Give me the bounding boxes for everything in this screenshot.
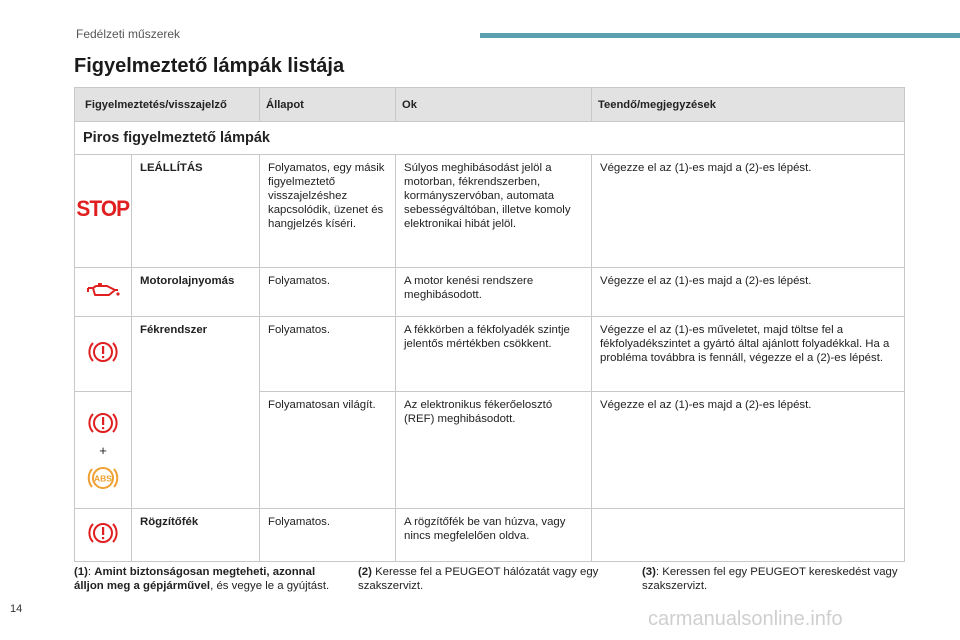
stop-icon: [75, 155, 132, 268]
row-action: [592, 509, 905, 562]
column-header: Állapot: [260, 88, 396, 122]
stop-text: STOP: [76, 196, 130, 221]
row-label: Rögzítőfék: [132, 509, 260, 562]
footnote-1-text: , és vegye le a gyújtást.: [210, 580, 330, 592]
brake-warning-icon: [88, 408, 118, 438]
header-accent-bar: [480, 33, 960, 38]
plus-sign: +: [99, 442, 107, 458]
abs-icon: [86, 463, 120, 493]
row-action: Végezze el az (1)-es majd a (2)-es lépést.: [592, 268, 905, 317]
column-header: Ok: [396, 88, 592, 122]
footnote-1-bold: Amint biztonságosan megteheti, azonnal álljon meg a gépjárművel: [74, 566, 316, 592]
footnote-1: (1): Amint biztonságosan megteheti, azonnal álljon meg a gépjárművel, és vegye le a gyújtást.: [74, 566, 330, 592]
footnote-2: [358, 565, 623, 593]
row-cause: Az elektronikus fékerőelosztó (REF) meghibásodott.: [396, 392, 592, 509]
row-label: LEÁLLÍTÁS: [132, 155, 260, 268]
page-number: 14: [10, 603, 23, 615]
row-label: Motorolajnyomás: [132, 268, 260, 317]
row-cause: A rögzítőfék be van húzva, vagy nincs megfelelően oldva.: [396, 509, 592, 562]
row-state: Folyamatosan világít.: [260, 392, 396, 509]
row-label: Fékrendszer: [132, 317, 260, 509]
footnote-3-number: (3): [642, 566, 656, 578]
watermark: carmanualsonline.info: [648, 608, 843, 630]
oil-pressure-icon: [85, 281, 121, 299]
section-label: Fedélzeti műszerek: [76, 27, 181, 41]
group-title: Piros figyelmeztető lámpák: [75, 122, 905, 155]
row-cause: Súlyos meghibásodást jelöl a motorban, fékrendszerben, kormányszervóban, automata sebességváltóban, illetve komoly elektronikai hibát jelöl.: [396, 155, 592, 268]
footnote-3-text: : Keressen fel egy PEUGEOT kereskedést vagy szakszervizt.: [642, 566, 898, 592]
group-row: [75, 122, 905, 155]
table-row: [75, 155, 905, 268]
column-header: Figyelmeztetés/visszajelző: [75, 88, 260, 122]
brake-warning-icon: [88, 337, 118, 367]
row-action: Végezze el az (1)-es majd a (2)-es lépést.: [592, 392, 905, 509]
abs-text: ABS: [94, 473, 112, 483]
row-action: Végezze el az (1)-es műveletet, majd töltse fel a fékfolyadékszintet a gyártó által ajánlott folyadékkal. Ha a probléma továbbra is fennáll, végezze el a (2)-es lépést.: [592, 317, 905, 392]
column-header: Teendő/megjegyzések: [592, 88, 905, 122]
warning-lamps-table: [74, 87, 905, 562]
footnote-1-number: (1): [74, 566, 88, 578]
footnote-2-text: Keresse fel a PEUGEOT hálózatát vagy egy szakszervizt.: [358, 566, 599, 592]
table-row: [75, 268, 905, 317]
table-header-row: [75, 88, 905, 122]
row-action: Végezze el az (1)-es majd a (2)-es lépést.: [592, 155, 905, 268]
parking-brake-icon: [88, 518, 118, 548]
footnote-2-number: (2): [358, 566, 372, 578]
row-state: Folyamatos.: [260, 317, 396, 392]
row-state: Folyamatos.: [260, 268, 396, 317]
row-state: Folyamatos.: [260, 509, 396, 562]
footnote-3: [642, 565, 902, 593]
row-state: Folyamatos, egy másik figyelmeztető visszajelzéshez kapcsolódik, üzenet és hangjelzés kíséri.: [260, 155, 396, 268]
row-cause: A motor kenési rendszere meghibásodott.: [396, 268, 592, 317]
page-title: Figyelmeztető lámpák listája: [74, 55, 345, 77]
table-row: [75, 317, 905, 392]
row-cause: A fékkörben a fékfolyadék szintje jelentős mértékben csökkent.: [396, 317, 592, 392]
table-row: [75, 509, 905, 562]
